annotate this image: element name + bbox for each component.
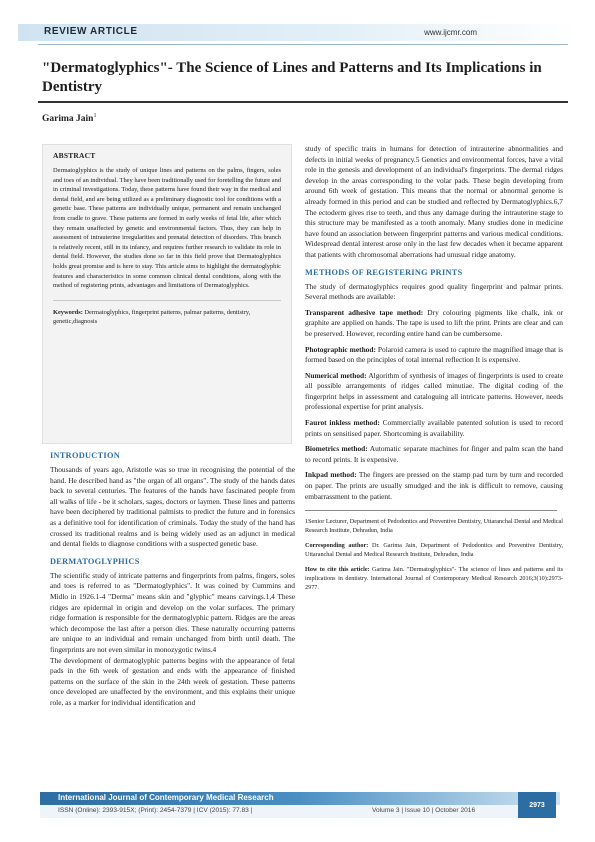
citation-label: How to cite this article: [305,566,370,574]
footer-volume-issue: Volume 3 | Issue 10 | October 2016 [372,807,476,814]
method-text: Dry colouring pigments like chalk, ink or graphite are applied on hands. The tape is used to lift the print. Prints are clear and can be preserved. However, recording entire hand can be cumbersome. [305,307,563,338]
abstract-text: Dermatoglyphics is the study of unique lines and patterns on the palms, fingers, soles and toes of an individual. They have been traditionally used for foretelling the future and in criminal investigations. Today, these patterns have found their way in the medical and dental field, and are being utilized as a preliminary diagnostic tool for conditions with a genetic base. These patterns are individually unique, permanent and remain unchanged from cradle to grave. These patterns are formed in early weeks of fetal life, after which they remain unaffected by genetic and environmental factors. Thus, they can help in assessment of intrauterine irregularities and prenatal detection of disorders. This branch is relatively recent, still in its infancy, and requires further research to validate its role in dental field. However, the studies done so far in this field prove that Dermatoglyphics holds great promise and is here to stay. This article aims to highlight the dermatoglyphic features and characteristics in some common clinical dental conditions, along with the method of registering prints, advantages and limitations of Dermatoglyphics. [53,167,281,290]
method-text: Automatic separate machines for finger and palm scan the hand to record prints. It is expensive. [305,444,563,464]
dermatoglyphics-text-1: The scientific study of intricate patterns and fingerprints from palms, fingers, soles and toes is referred to as "Dermatoglyphics". It was coined by Cummins and Midlo in 1926.1-4 "Derma" means skin and "glyphic" means carvings.1,4 These ridges are epidermal in origin and develop on the volar surfaces. The primary ridge formation is responsible for the dermatoglyphic pattern. Ridges are the areas which decompose the last after a person dies. These naturally occurring patterns are unique to an individual and remain unchanged from birth until death. The fingerprints are not even similar in monozygotic twins.4 [50,570,295,654]
abstract-box [42,144,292,444]
method-label: Inkpad method: [305,470,357,480]
author-name-text: Garima Jain [42,114,94,125]
method-item [305,371,563,413]
method-label: Transparent adhesive tape method: [305,307,424,317]
corresponding-author-footnote [305,541,563,559]
article-title: "Dermatoglyphics"- The Science of Lines and Patterns and Its Implications in Dentistry [42,60,542,95]
title-divider [38,101,568,103]
method-text: Algorithm of synthesis of images of fingerprints is used to create all possible arrangements of ridges called minutiae. The digital coding of the fingerprint helps in assessment and cataloguing all intricate patterns. However, needs professional expertise for print analysis. [305,370,563,412]
method-text: Polaroid camera is used to capture the magnified image that is formed based on the principles of total internal reflection It is expensive. [305,344,564,365]
corresponding-label: Corresponding author: [305,542,369,550]
abstract-divider [53,300,281,301]
method-text: The fingers are pressed on the stamp pad turn by turn and recorded on paper. The prints are usually smudged and the ink is difficult to remove, causing embarrassment to the patient. [305,470,563,501]
method-item [305,308,563,340]
method-label: Numerical method: [305,370,367,380]
footer-journal-name: International Journal of Contemporary Medical Research [58,793,274,802]
introduction-heading: INTRODUCTION [50,451,120,460]
left-column [50,451,295,708]
citation-footnote [305,565,563,592]
author-name [42,113,96,124]
author-affiliation-mark: 1 [93,113,97,119]
journal-url[interactable]: www.ijcmr.com [424,28,477,37]
method-label: Faurot inkless method: [305,418,380,428]
methods-heading: METHODS OF REGISTERING PRINTS [305,267,463,277]
footnote-divider [305,510,557,511]
corresponding-text: Dr. Garima Jain, Department of Pedodontics and Preventive Dentistry, Uttaranchal Dental and Medical Research Institute, Dehradun, India [305,542,563,559]
dermatoglyphics-heading: DERMATOGLYPHICS [50,556,140,566]
methods-intro: The study of dermatoglyphics requires good quality fingerprint and palmar prints. Several methods are available: [305,281,563,302]
header-divider [38,44,568,45]
method-item [305,345,563,366]
article-type-label: REVIEW ARTICLE [44,26,138,37]
introduction-text: Thousands of years ago, Aristotle was so true in recognising the potential of the hand. He described hand as "the organ of all organs". The study of the hands dates back to several centuries. The features of the hands have fascinated people from all walks of life - be it scholars, sages, doctors or laymen. These lines and patterns have been deciphered by traditional palmists to predict the future and in forensics as a definitive tool for identification of criminals. Today the study of the hand has crossed its traditional realms and is being widely used as an adjunct in medical and dental fields to diagnose conditions with a suspected genetic base. [50,465,295,549]
keywords-label: Keywords: [53,308,83,316]
abstract-keywords [53,308,281,327]
page-number: 2973 [518,792,556,818]
method-item [305,470,563,502]
method-item [305,444,563,465]
method-text: Commercially available patented solution is used to record prints on sensitised paper. Shortcoming is availability. [305,418,563,438]
keywords-text: Dermatoglyphics, fingerprint patterns, palmar patterns, dentistry, genetic,diagnosis [53,308,251,326]
abstract-heading: ABSTRACT [53,151,96,160]
citation-text: Garima Jain. "Dermatoglyphics"- The science of lines and patterns and its implications in dentistry. International Journal of Contemporary Medical Research 2016;3(10):2973-2977. [305,566,563,592]
method-item [305,418,563,439]
continued-text: study of specific traits in humans for detection of intrauterine abnormalities and defects in initial weeks of pregnancy.5 Genetics and environmental forces, have a vital role in the genesis and development of an individual's fingerprints. The dermal ridges develop in the areas corresponding to the volar pads. These begin developing from around 6th week of gestation. This means that the normal or abnormal genome is already formed in this period and can be studied and reflected by Dermatoglyphics.6,7 The ectoderm gives rise to teeth, and thus any damage during the intrauterine stage to this structure may be manifested as a tooth anomaly. Many studies done in medicine have found an association between fingerprint patterns and various medical conditions. Widespread dental interest arose only in the last few decades when it became apparent that patients with chromosomal aberrations had unusual ridge anatomy. [305,144,563,259]
right-column [305,144,563,598]
dermatoglyphics-text-2: The development of dermatoglyphic patterns begins with the appearance of fetal pads in the 6th week of gestation and ends with the appearance of finished patterns on the surface of the skin in the 24th week of gestation. These patterns once developed are unaffected by the environment, and this explains their unique role, as a marker for individual identification and [50,655,295,707]
affiliation-footnote: 1Senior Lecturer, Department of Pedodontics and Preventive Dentistry, Uttaranchal Dental and Medical Research Institute, Dehradun, India [305,518,563,535]
footer-issn: ISSN (Online): 2393-915X; (Print): 2454-7379 | ICV (2015): 77.83 | [58,807,253,814]
method-label: Photographic method: [305,344,376,354]
method-label: Biometrics method: [305,444,368,454]
